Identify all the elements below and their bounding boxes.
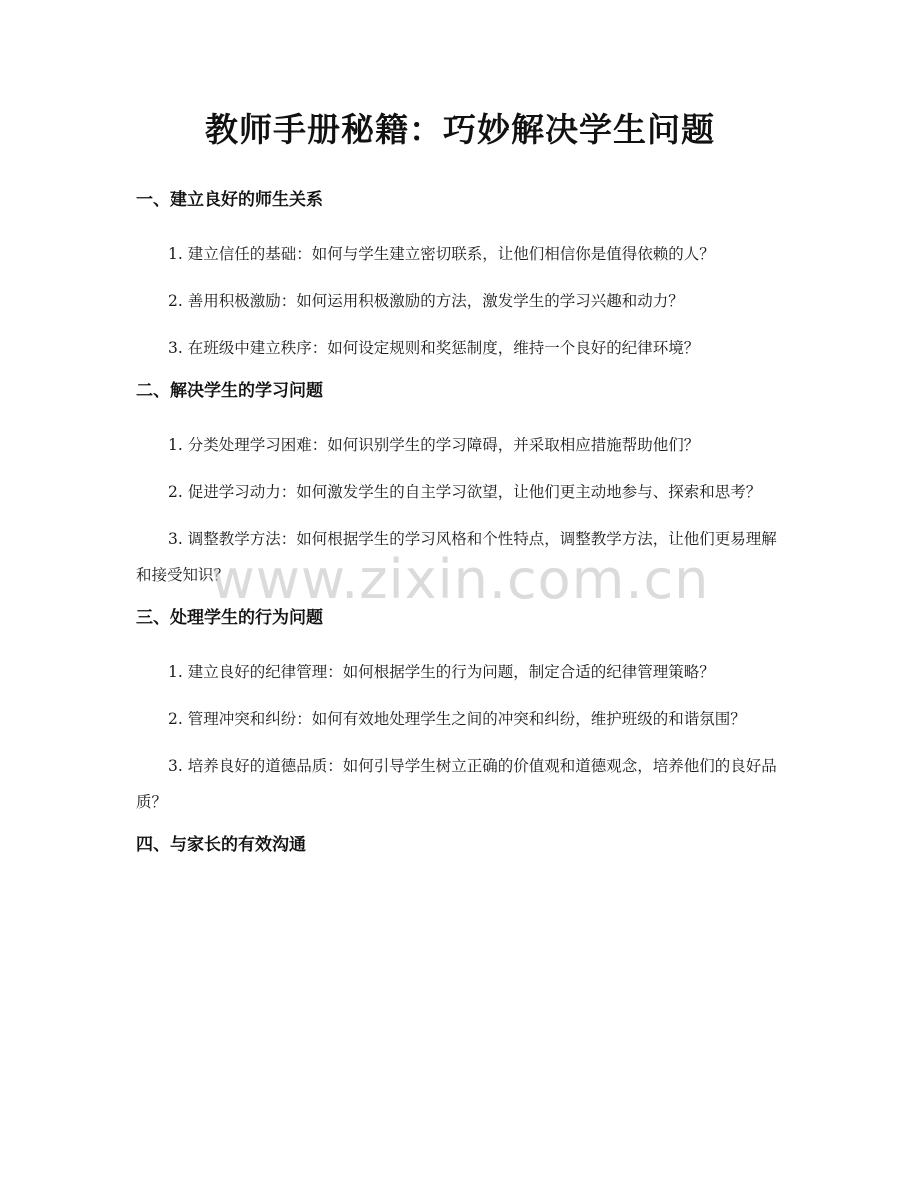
section-3: [136, 604, 786, 820]
section-heading: 四、与家长的有效沟通: [136, 835, 306, 855]
watermark: www.zixin.com.cn: [210, 548, 710, 611]
list-item: 1. 分类处理学习困难：如何识别学生的学习障碍，并采取相应措施帮助他们？: [168, 436, 700, 454]
list-item: 3. 培养良好的道德品质：如何引导学生树立正确的价值观和道德观念，培养他们的良好品质？: [136, 757, 777, 811]
list-item: 3. 在班级中建立秩序：如何设定规则和奖惩制度，维持一个良好的纪律环境？: [168, 339, 700, 357]
document-title: 教师手册秘籍：巧妙解决学生问题: [205, 110, 715, 149]
section-4: [136, 831, 786, 859]
list-item: 2. 管理冲突和纠纷：如何有效地处理学生之间的冲突和纠纷，维护班级的和谐氛围？: [168, 710, 746, 728]
section-heading: 二、解决学生的学习问题: [136, 381, 323, 401]
list-item: 3. 调整教学方法：如何根据学生的学习风格和个性特点，调整教学方法，让他们更易理解和接受知识？: [136, 530, 777, 584]
section-heading: 一、建立良好的师生关系: [136, 190, 323, 210]
document-body: [136, 186, 786, 881]
list-item: 2. 善用积极激励：如何运用积极激励的方法，激发学生的学习兴趣和动力？: [168, 292, 684, 310]
section-heading: 三、处理学生的行为问题: [136, 608, 323, 628]
list-item: 1. 建立良好的纪律管理：如何根据学生的行为问题，制定合适的纪律管理策略？: [168, 663, 715, 681]
section-2: [136, 377, 786, 593]
list-item: 2. 促进学习动力：如何激发学生的自主学习欲望，让他们更主动地参与、探索和思考？: [168, 483, 762, 501]
list-item: 1. 建立信任的基础：如何与学生建立密切联系，让他们相信你是值得依赖的人？: [168, 245, 715, 263]
section-1: [136, 186, 786, 366]
